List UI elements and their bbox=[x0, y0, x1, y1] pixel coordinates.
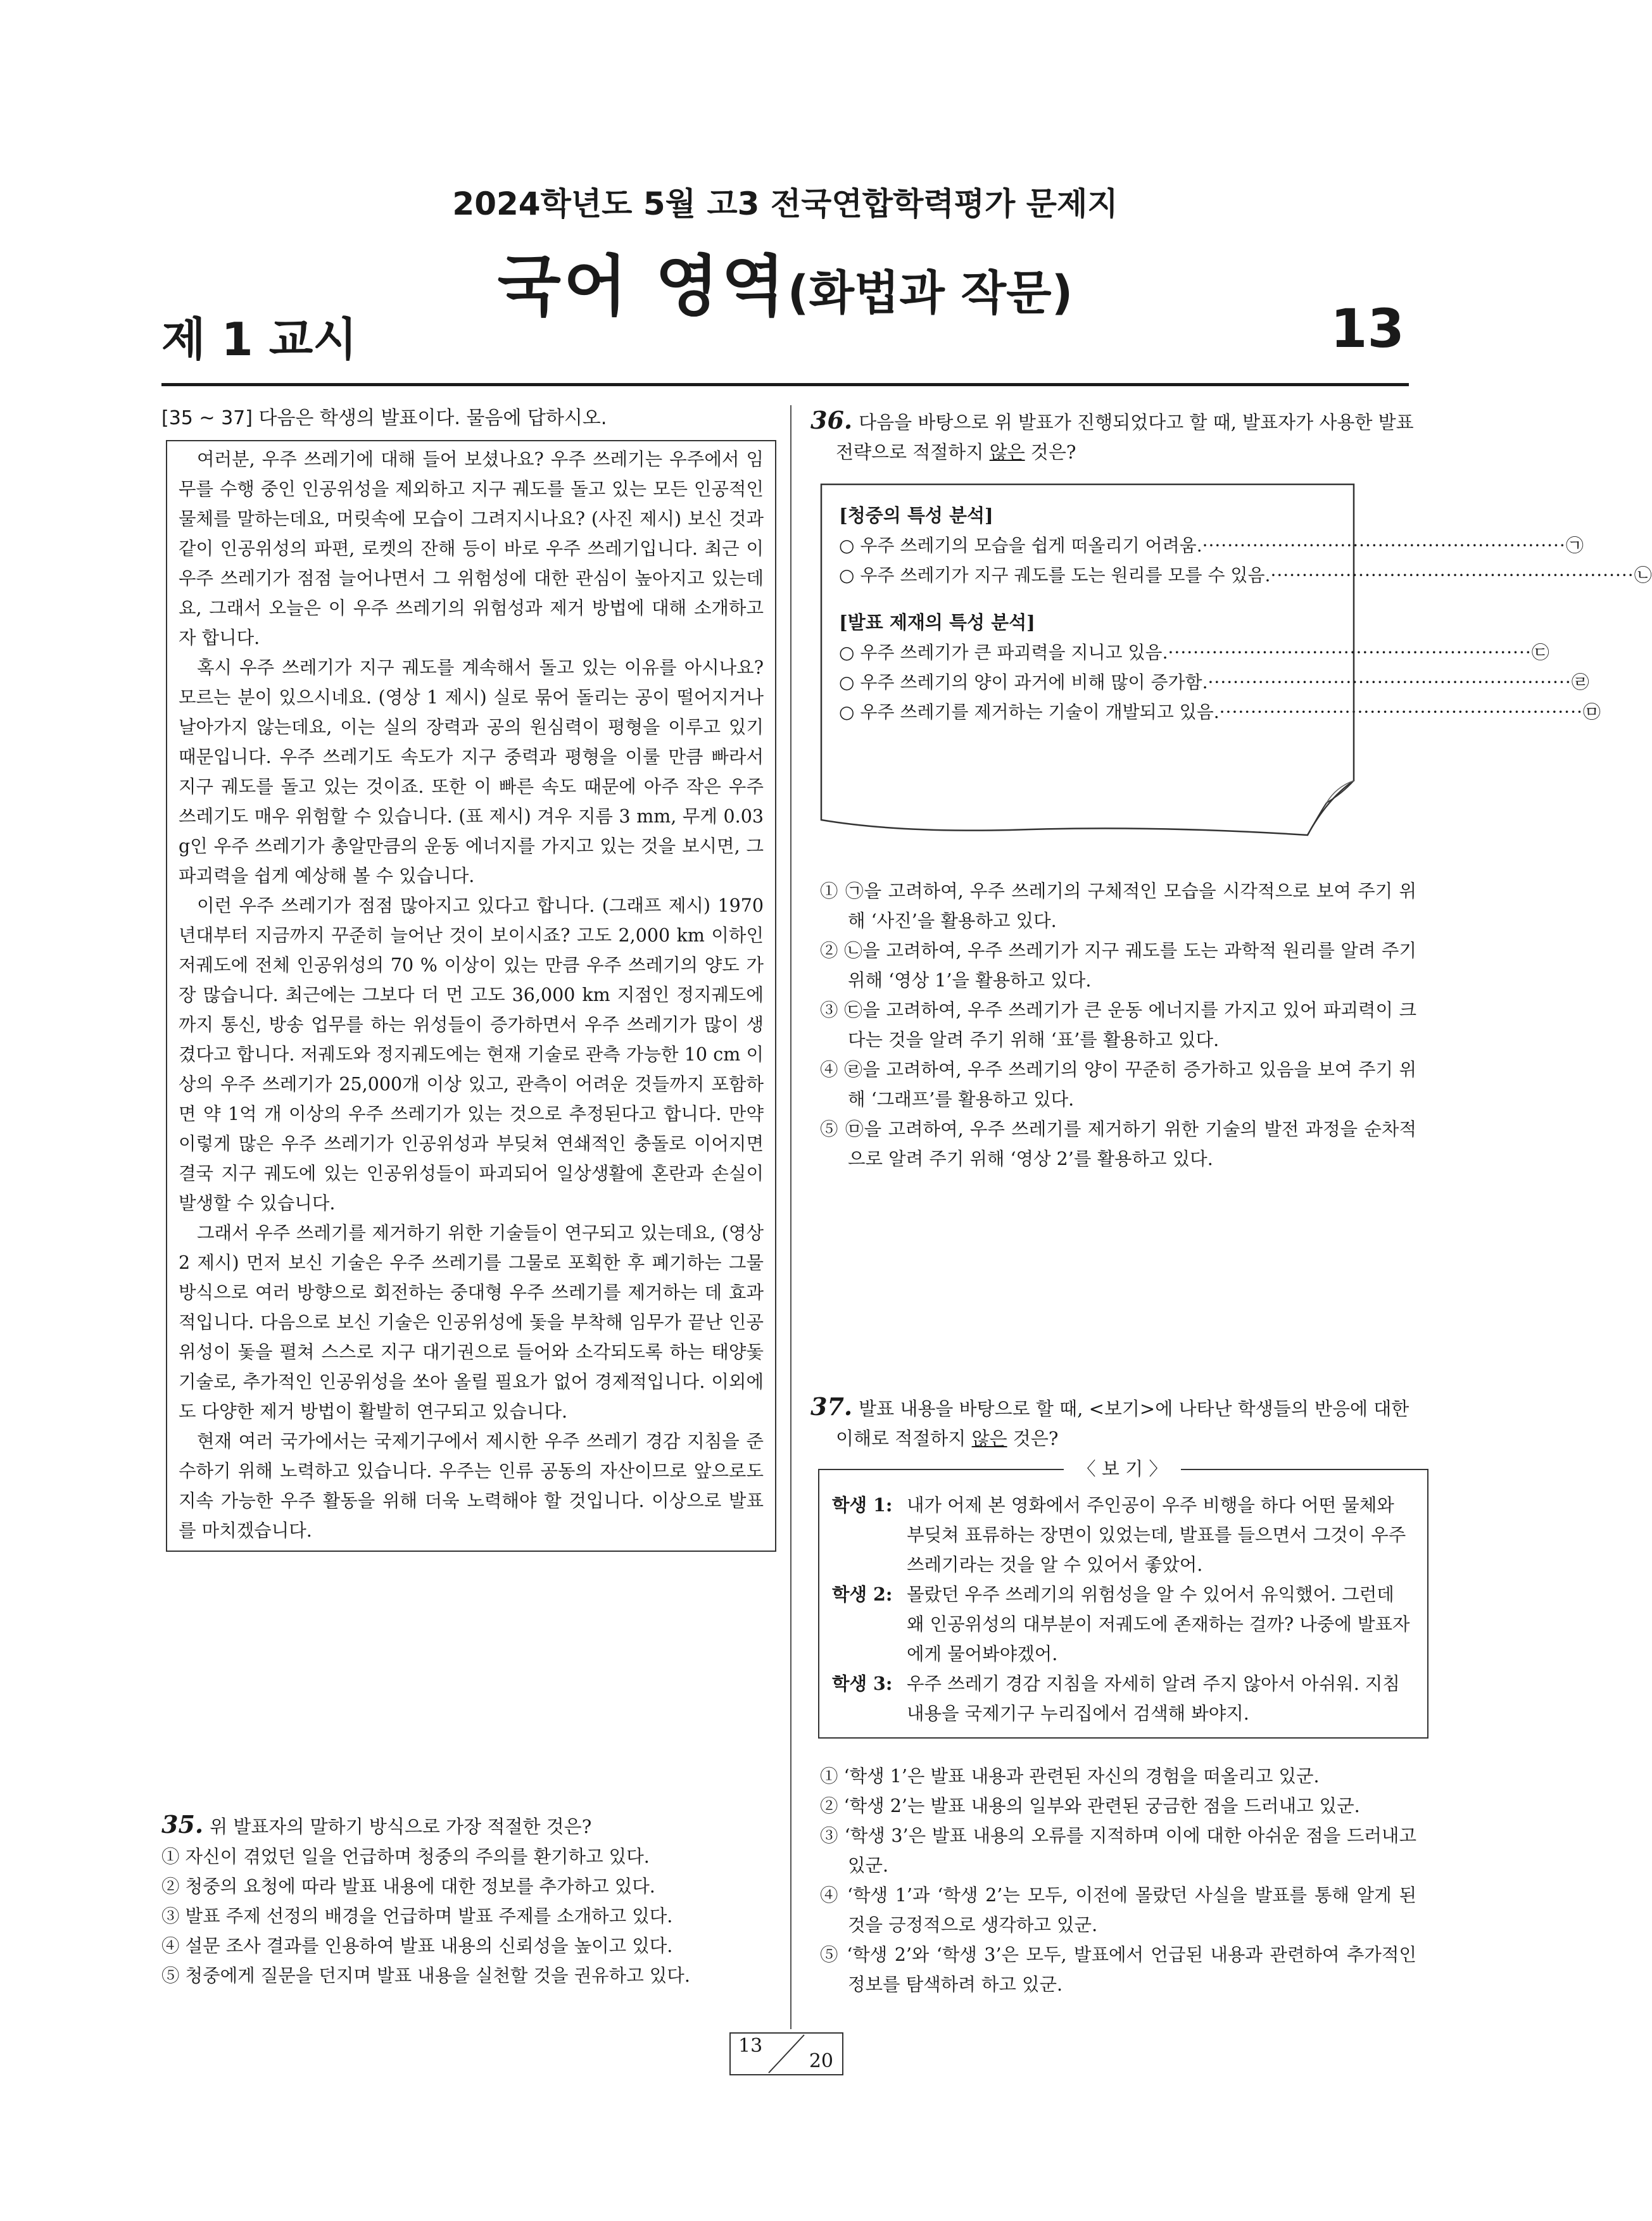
emphasis-underline: 않은 bbox=[971, 1428, 1007, 1449]
marker-label: ㉠ bbox=[1565, 535, 1584, 556]
question-37-options bbox=[820, 1761, 1416, 1999]
page-current: 13 bbox=[738, 2035, 763, 2057]
speaker-label: 학생 1: bbox=[832, 1494, 893, 1516]
page-total: 20 bbox=[809, 2050, 833, 2072]
answer-option-1[interactable]: ① 자신이 겪었던 일을 언급하며 청중의 주의를 환기하고 있다. bbox=[161, 1846, 650, 1867]
note-item: ○ 우주 쓰레기의 양이 과거에 비해 많이 증가함. ·························································· ㉣ bbox=[839, 667, 1333, 697]
marker-label: ㉢ bbox=[1531, 642, 1549, 663]
period-label: 제 1 교시 bbox=[161, 313, 357, 366]
question-35 bbox=[161, 1809, 772, 1991]
question-number: 35. bbox=[161, 1810, 204, 1839]
page-number: 13 bbox=[1330, 298, 1404, 360]
bogi-label: 〈 보 기 〉 bbox=[1064, 1456, 1181, 1482]
question-text-end: 것은? bbox=[1025, 441, 1076, 463]
passage-paragraph: 이런 우주 쓰레기가 점점 많아지고 있다고 합니다. (그래프 제시) 1970년대부터 지금까지 꾸준히 늘어난 것이 보이시죠? 고도 2,000 km 이하인 저궤도에 전체 인공위성의 70 % 이상이 있는 만큼 우주 쓰레기의 양도 가장 많습니다. 최근에는 그보다 더 먼 고도 36,000 km 지점인 정지궤도에까지 통신, 방송 업무를 하는 위성들이 증가하면서 우주 쓰레기가 많이 생겼다고 합니다. 저궤도와 정지궤도에는 현재 기술로 관측 가능한 10 cm 이상의 우주 쓰레기가 25,000개 이상 있고, 관측이 어려운 것들까지 포함하면 약 1억 개 이상의 우주 쓰레기가 있는 것으로 추정된다고 합니다. 만약 이렇게 많은 우주 쓰레기가 인공위성과 부딪쳐 연쇄적인 충돌로 이어지면 결국 지구 궤도에 있는 인공위성들이 파괴되어 일상생활에 혼란과 손실이 발생할 수 있습니다. bbox=[179, 895, 764, 1214]
bogi-statement bbox=[832, 1669, 1415, 1728]
note-content bbox=[839, 501, 1652, 727]
answer-option-3[interactable]: ③ 발표 주제 선정의 배경을 언급하며 발표 주제를 소개하고 있다. bbox=[161, 1906, 673, 1927]
column-divider bbox=[790, 405, 791, 2029]
answer-option-4[interactable]: ④ ‘학생 1’과 ‘학생 2’는 모두, 이전에 몰랐던 사실을 발표를 통해 알게 된 것을 긍정적으로 생각하고 있군. bbox=[820, 1885, 1416, 1935]
passage-paragraph: 그래서 우주 쓰레기를 제거하기 위한 기술들이 연구되고 있는데요, (영상 2 제시) 먼저 보신 기술은 우주 쓰레기를 그물로 포획한 후 폐기하는 그물 방식으로 여러 방향으로 회전하는 중대형 우주 쓰레기를 제거하는 데 효과적입니다. 다음으로 보신 기술은 인공위성에 돛을 부착해 임무가 끝난 인공위성이 돛을 펼쳐 스스로 지구 대기권으로 들어와 소각되도록 하는 태양돛 기술로, 추가적인 인공위성을 쏘아 올릴 필요가 없어 경제적입니다. 이외에도 다양한 제거 방법이 활발히 연구되고 있습니다. bbox=[179, 1223, 764, 1422]
speaker-text: 우주 쓰레기 경감 지침을 자세히 알려 주지 않아서 아쉬워. 지침 내용을 국제기구 누리집에서 검색해 봐야지. bbox=[907, 1673, 1400, 1724]
marker-label: ㉡ bbox=[1634, 565, 1652, 586]
note-item: ○ 우주 쓰레기를 제거하는 기술이 개발되고 있음. ·························································· ㉤ bbox=[839, 697, 1333, 727]
question-37 bbox=[810, 1392, 1418, 1454]
question-stem bbox=[810, 1392, 1418, 1454]
subject-sub: (화법과 작문) bbox=[787, 266, 1073, 320]
answer-option-5[interactable]: ⑤ ‘학생 2’와 ‘학생 3’은 모두, 발표에서 언급된 내용과 관련하여 추가적인 정보를 탐색하려 하고 있군. bbox=[820, 1944, 1416, 1995]
emphasis-underline: 않은 bbox=[989, 441, 1025, 463]
note-item: ○ 우주 쓰레기의 모습을 쉽게 떠올리기 어려움. ·························································· ㉠ bbox=[839, 531, 1333, 560]
question-text: 다음을 바탕으로 위 발표가 진행되었다고 할 때, 발표자가 사용한 발표 전략으로 적절하지 bbox=[836, 412, 1414, 463]
question-36-options bbox=[820, 876, 1416, 1174]
question-group-header: [35 ~ 37] 다음은 학생의 발표이다. 물음에 답하시오. bbox=[161, 407, 607, 429]
header-rule bbox=[161, 383, 1409, 386]
answer-option-3[interactable]: ③ ‘학생 3’은 발표 내용의 오류를 지적하며 이에 대한 아쉬운 점을 드러내고 있군. bbox=[820, 1825, 1416, 1876]
answer-option-4[interactable]: ④ 설문 조사 결과를 인용하여 발표 내용의 신뢰성을 높이고 있다. bbox=[161, 1935, 673, 1956]
passage-paragraph: 여러분, 우주 쓰레기에 대해 들어 보셨나요? 우주 쓰레기는 우주에서 임무를 수행 중인 인공위성을 제외하고 지구 궤도를 돌고 있는 모든 인공적인 물체를 말하는데요, 머릿속에 모습이 그려지시나요? (사진 제시) 보신 것과 같이 인공위성의 파편, 로켓의 잔해 등이 바로 우주 쓰레기입니다. 최근 이 우주 쓰레기가 점점 늘어나면서 그 위험성에 대한 관심이 높아지고 있는데요, 그래서 오늘은 이 우주 쓰레기의 위험성과 제거 방법에 대해 소개하고자 합니다. bbox=[179, 449, 764, 648]
note-section-title: [발표 제재의 특성 분석] bbox=[839, 612, 1035, 633]
question-stem bbox=[810, 405, 1418, 467]
question-text: 발표 내용을 바탕으로 할 때, <보기>에 나타난 학생들의 반응에 대한 이해로 적절하지 bbox=[836, 1398, 1409, 1449]
answer-option-3[interactable]: ③ ㉢을 고려하여, 우주 쓰레기가 큰 운동 에너지를 가지고 있어 파괴력이 크다는 것을 알려 주기 위해 ‘표’를 활용하고 있다. bbox=[820, 1000, 1416, 1050]
answer-option-2[interactable]: ② ㉡을 고려하여, 우주 쓰레기가 지구 궤도를 도는 과학적 원리를 알려 주기 위해 ‘영상 1’을 활용하고 있다. bbox=[820, 940, 1416, 991]
page-indicator bbox=[729, 2032, 843, 2075]
passage-paragraph: 혹시 우주 쓰레기가 지구 궤도를 계속해서 돌고 있는 이유를 아시나요? 모르는 분이 있으시네요. (영상 1 제시) 실로 묶어 돌리는 공이 떨어지거나 날아가지 않는데요, 이는 실의 장력과 공의 원심력이 평형을 이루고 있기 때문입니다. 우주 쓰레기도 속도가 지구 중력과 평형을 이룰 만큼 빠라서 지구 궤도를 돌고 있는 것이죠. 또한 이 빠른 속도 때문에 아주 작은 우주 쓰레기도 매우 위험할 수 있습니다. (표 제시) 겨우 지름 3 mm, 무게 0.03 g인 우주 쓰레기가 총알만큼의 운동 에너지를 가지고 있는 것을 보시면, 그 파괴력을 쉽게 예상해 볼 수 있습니다. bbox=[179, 657, 764, 886]
question-36 bbox=[810, 405, 1418, 467]
bogi-statement bbox=[832, 1490, 1415, 1580]
answer-option-5[interactable]: ⑤ 청중에게 질문을 던지며 발표 내용을 실천할 것을 권유하고 있다. bbox=[161, 1965, 690, 1986]
question-text-end: 것은? bbox=[1007, 1428, 1059, 1449]
subject-main: 국어 영역 bbox=[497, 248, 788, 325]
note-item: ○ 우주 쓰레기가 지구 궤도를 도는 원리를 모를 수 있음. ·························································· ㉡ bbox=[839, 560, 1333, 590]
passage-paragraph: 현재 여러 국가에서는 국제기구에서 제시한 우주 쓰레기 경감 지침을 준수하기 위해 노력하고 있습니다. 우주는 인류 공동의 자산이므로 앞으로도 지속 가능한 우주 활동을 위해 더욱 노력해야 할 것입니다. 이상으로 발표를 마치겠습니다. bbox=[179, 1431, 764, 1541]
answer-option-4[interactable]: ④ ㉣을 고려하여, 우주 쓰레기의 양이 꾸준히 증가하고 있음을 보여 주기 위해 ‘그래프’를 활용하고 있다. bbox=[820, 1059, 1416, 1110]
marker-label: ㉣ bbox=[1571, 672, 1589, 693]
answer-option-5[interactable]: ⑤ ㉤을 고려하여, 우주 쓰레기를 제거하기 위한 기술의 발전 과정을 순차적으로 알려 주기 위해 ‘영상 2’를 활용하고 있다. bbox=[820, 1119, 1416, 1169]
answer-option-2[interactable]: ② 청중의 요청에 따라 발표 내용에 대한 정보를 추가하고 있다. bbox=[161, 1876, 655, 1897]
note-item: ○ 우주 쓰레기가 큰 파괴력을 지니고 있음. ·························································· ㉢ bbox=[839, 638, 1333, 667]
bogi-box bbox=[818, 1469, 1428, 1739]
speaker-text: 내가 어제 본 영화에서 주인공이 우주 비행을 하다 어떤 물체와 부딪쳐 표류하는 장면이 있었는데, 발표를 들으면서 그것이 우주 쓰레기라는 것을 알 수 있어서 좋았어. bbox=[907, 1495, 1406, 1575]
answer-option-1[interactable]: ① ‘학생 1’은 발표 내용과 관련된 자신의 경험을 떠올리고 있군. bbox=[820, 1766, 1320, 1787]
marker-label: ㉤ bbox=[1582, 702, 1601, 722]
question-text: 위 발표자의 말하기 방식으로 가장 적절한 것은? bbox=[210, 1816, 592, 1837]
answer-option-1[interactable]: ① ㉠을 고려하여, 우주 쓰레기의 구체적인 모습을 시각적으로 보여 주기 위해 ‘사진’을 활용하고 있다. bbox=[820, 881, 1416, 931]
question-number: 37. bbox=[810, 1392, 853, 1421]
question-number: 36. bbox=[810, 406, 853, 434]
question-stem bbox=[161, 1809, 772, 1842]
speaker-label: 학생 2: bbox=[832, 1583, 893, 1605]
analysis-note-box bbox=[820, 483, 1652, 836]
bogi-statement bbox=[832, 1580, 1415, 1669]
speaker-label: 학생 3: bbox=[832, 1673, 893, 1694]
exam-title: 2024학년도 5월 고3 전국연합학력평가 문제지 bbox=[452, 186, 1118, 222]
note-section-title: [청중의 특성 분석] bbox=[839, 505, 993, 526]
speaker-text: 몰랐던 우주 쓰레기의 위험성을 알 수 있어서 유익했어. 그런데 왜 인공위성의 대부분이 저궤도에 존재하는 걸까? 나중에 발표자에게 물어봐야겠어. bbox=[907, 1584, 1410, 1664]
answer-option-2[interactable]: ② ‘학생 2’는 발표 내용의 일부와 관련된 궁금한 점을 드러내고 있군. bbox=[820, 1796, 1360, 1816]
passage-box bbox=[166, 440, 776, 1552]
